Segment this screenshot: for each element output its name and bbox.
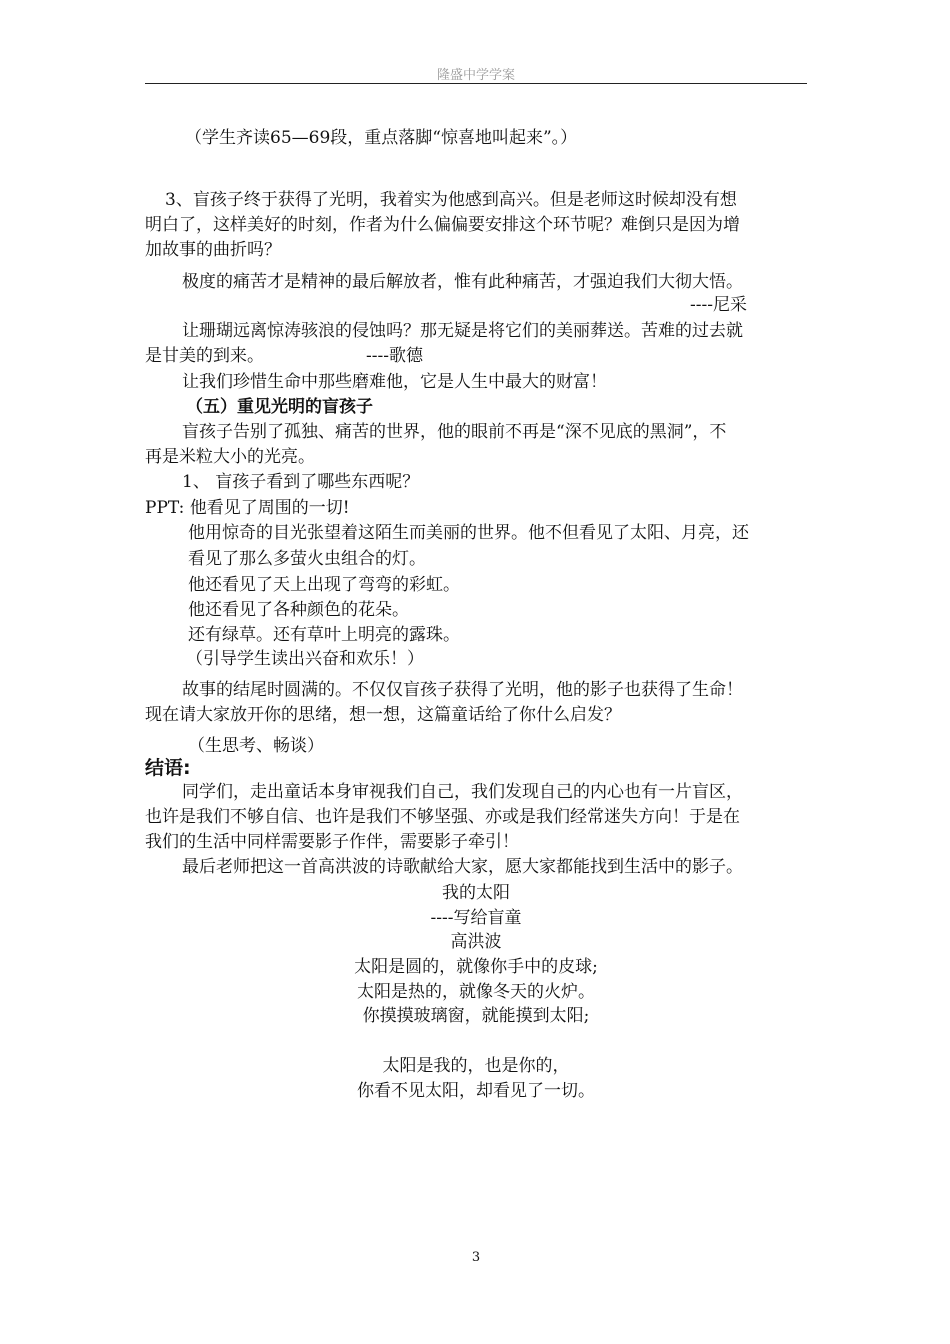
header-divider bbox=[145, 83, 807, 84]
ppt-line: 还有绿草。还有草叶上明亮的露珠。 bbox=[188, 625, 460, 645]
paragraph-line: 现在请大家放开你的思绪，想一想，这篇童话给了你什么启发？ bbox=[145, 705, 621, 725]
instruction-line: （生思考、畅谈） bbox=[188, 736, 324, 756]
poem-author: 高洪波 bbox=[450, 932, 502, 952]
quote-author: ----尼采 bbox=[690, 295, 747, 315]
paragraph-line: 故事的结尾时圆满的。不仅仅盲孩子获得了光明，他的影子也获得了生命！ bbox=[182, 680, 743, 700]
conclusion-heading: 结语: bbox=[145, 757, 191, 779]
poem-line: 太阳是圆的，就像你手中的皮球; bbox=[354, 957, 598, 977]
paragraph-line: 盲孩子告别了孤独、痛苦的世界，他的眼前不再是“深不见底的黑洞”，不 bbox=[182, 422, 727, 442]
reading-instruction: （学生齐读65—69段，重点落脚“惊喜地叫起来”。） bbox=[185, 128, 578, 148]
paragraph-line: 再是米粒大小的光亮。 bbox=[145, 447, 315, 467]
question-line: 1、 盲孩子看到了哪些东西呢？ bbox=[182, 472, 420, 492]
poem-subtitle: ----写给盲童 bbox=[430, 908, 522, 928]
paragraph-line: 最后老师把这一首高洪波的诗歌献给大家，愿大家都能找到生活中的影子。 bbox=[182, 857, 743, 877]
poem-title: 我的太阳 bbox=[442, 883, 510, 903]
quote-nietzsche: 极度的痛苦才是精神的最后解放者，惟有此种痛苦，才强迫我们大彻大悟。 bbox=[182, 272, 743, 292]
page-header: 隆盛中学学案 bbox=[436, 68, 515, 83]
section-heading: （五）重见光明的盲孩子 bbox=[186, 397, 373, 417]
paragraph-line: 让我们珍惜生命中那些磨难他，它是人生中最大的财富！ bbox=[182, 372, 607, 392]
paragraph-line: 3、盲孩子终于获得了光明，我着实为他感到高兴。但是老师这时候却没有想 bbox=[165, 190, 737, 210]
poem-line: 太阳是热的，就像冬天的火炉。 bbox=[357, 982, 595, 1002]
ppt-line: 他用惊奇的目光张望着这陌生而美丽的世界。他不但看见了太阳、月亮，还 bbox=[188, 523, 749, 543]
quote-goethe: 让珊瑚远离惊涛骇浪的侵蚀吗？那无疑是将它们的美丽葬送。苦难的过去就 bbox=[182, 321, 743, 341]
quote-author: ----歌德 bbox=[366, 346, 423, 366]
poem-line: 你摸摸玻璃窗，就能摸到太阳; bbox=[362, 1006, 590, 1026]
ppt-line: 看见了那么多萤火虫组合的灯。 bbox=[188, 549, 426, 569]
paragraph-line: 同学们，走出童话本身审视我们自己，我们发现自己的内心也有一片盲区， bbox=[182, 782, 743, 802]
paragraph-line: 加故事的曲折吗？ bbox=[145, 240, 281, 260]
paragraph-line: 明白了，这样美好的时刻，作者为什么偏偏要安排这个环节呢？难倒只是因为增 bbox=[145, 215, 740, 235]
ppt-line: PPT: 他看见了周围的一切! bbox=[145, 498, 350, 518]
page-number: 3 bbox=[471, 1250, 481, 1265]
ppt-line: 他还看见了天上出现了弯弯的彩虹。 bbox=[188, 575, 460, 595]
poem-line: 太阳是我的，也是你的， bbox=[382, 1056, 570, 1076]
paragraph-line: 也许是我们不够自信、也许是我们不够坚强、亦或是我们经常迷失方向！于是在 bbox=[145, 807, 740, 827]
paragraph-line: 我们的生活中同样需要影子作伴，需要影子牵引！ bbox=[145, 832, 519, 852]
quote-goethe-cont: 是甘美的到来。 bbox=[145, 346, 264, 366]
poem-line: 你看不见太阳，却看见了一切。 bbox=[357, 1081, 595, 1101]
ppt-line: 他还看见了各种颜色的花朵。 bbox=[188, 600, 409, 620]
instruction-line: （引导学生读出兴奋和欢乐！） bbox=[186, 649, 424, 669]
